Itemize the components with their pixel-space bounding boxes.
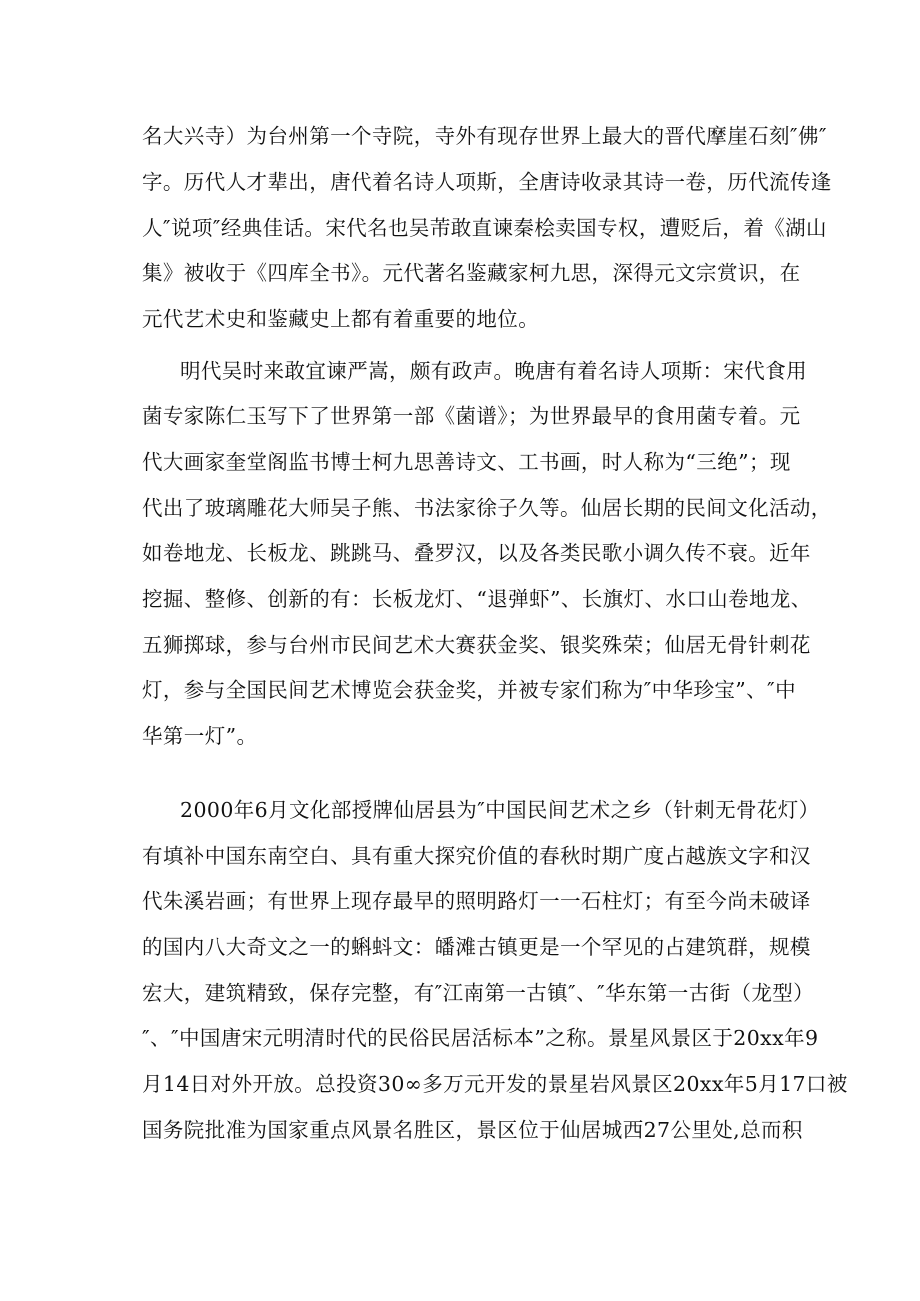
text-line: 字。历代人才辈出，唐代着名诗人项斯，全唐诗收录其诗一卷，历代流传逢 <box>142 170 832 194</box>
text-line: 元代艺术史和鉴藏史上都有着重要的地位。 <box>142 307 540 331</box>
text-line: 代朱溪岩画；有世界上现存最早的照明路灯一一石柱灯；有至今尚未破译 <box>142 889 811 913</box>
text-line: 挖掘、整修、创新的有：长板龙灯、“退弹虾”、长旗灯、水口山卷地龙、 <box>142 587 812 611</box>
text-line: 代出了玻璃雕花大师吴子熊、书法家徐子久等。仙居长期的民间文化活动， <box>142 496 832 520</box>
text-line: 名大兴寺）为台州第一个寺院，寺外有现存世界上最大的晋代摩崖石刻″佛″ <box>142 124 827 148</box>
text-line: 明代吴时来敢宜谏严嵩，颇有政声。晚唐有着名诗人项斯：宋代食用 <box>180 359 807 383</box>
text-line: 灯，参与全国民间艺术博览会获金奖，并被专家们称为″中华珍宝”、″中 <box>142 678 796 702</box>
text-line: 2000年6月文化部授牌仙居县为″中国民间艺术之乡（针刺无骨花灯） <box>180 798 820 822</box>
text-line: 代大画家奎堂阁监书博士柯九思善诗文、工书画，时人称为“三绝”；现 <box>142 450 791 474</box>
text-line: 菌专家陈仁玉写下了世界第一部《菌谱》；为世界最早的食用菌专着。元 <box>142 404 801 428</box>
text-line: 有填补中国东南空白、具有重大探究价值的春秋时期广度占越族文字和汉 <box>142 844 811 868</box>
text-line <box>142 1158 802 1192</box>
text-line: 国务院批准为国家重点风景名胜区，景区位于仙居城西27公里处,总而积 <box>142 1118 803 1142</box>
text-line: 如卷地龙、长板龙、跳跳马、叠罗汉，以及各类民歌小调久传不衰。近年 <box>142 541 811 565</box>
text-line: 月14日对外开放。总投资30∞多万元开发的景星岩风景区20xx年5月17口被 <box>142 1072 848 1096</box>
text-line: ″、″中国唐宋元明清时代的民俗民居活标本”之称。景星风景区于20xx年9 <box>142 1026 819 1050</box>
text-line: 人″说项″经典佳话。宋代名也吴芾敢直谏秦桧卖国专权，遭贬后，着《湖山 <box>142 216 827 240</box>
text-line: 宏大，建筑精致，保存完整，有″江南第一古镇″、″华东第一古街（龙型） <box>142 981 815 1005</box>
text-line: 的国内八大奇文之一的蝌蚪文：皤滩古镇更是一个罕见的占建筑群，规模 <box>142 935 811 959</box>
text-line: 集》被收于《四库全书》。元代著名鉴藏家柯九思，深得元文宗赏识，在 <box>142 261 801 285</box>
text-line: 华第一灯”。 <box>142 724 258 748</box>
text-line: 五狮掷球，参与台州市民间艺术大赛获金奖、银奖殊荣；仙居无骨针刺花 <box>142 633 811 657</box>
